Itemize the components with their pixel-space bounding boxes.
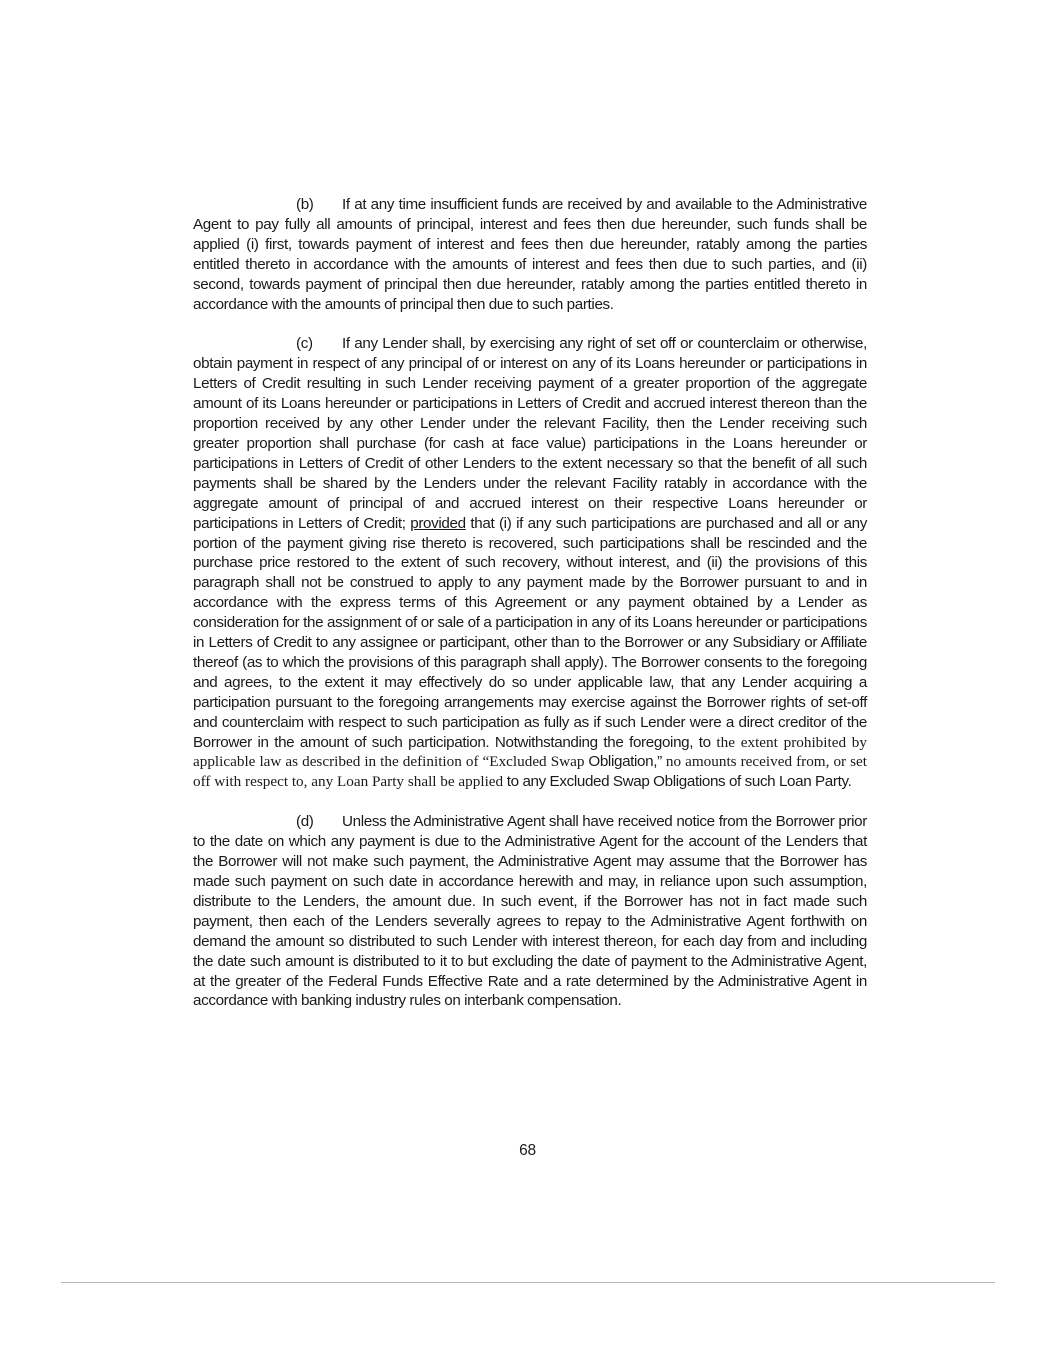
paragraph-text: that (i) if any such participations are purchased and all or any portion of the payment giving rise thereto is recovered, such participations shall be rescinded and the purchase price restored to the extent of such recovery, without interest, and (ii) the provisions of this paragraph shall not be construed to apply to any payment made by the Borrower pursuant to and in accordance with the express terms of this Agreement or any payment obtained by a Lender as consideration for the assignment of or sale of a participation in any of its Loans hereunder or participations in Letters of Credit to any assignee or participant, other than to the Borrower or any Subsidiary or Affiliate thereof (as to which the provisions of this paragraph shall apply). The Borrower consents to the foregoing and agrees, to the extent it may effectively do so under applicable law, that any Lender acquiring a participation pursuant to the foregoing arrangements may exercise against the Borrower rights of set-off and counterclaim with respect to such participation as fully as if such Lender were a direct creditor of the Borrower in the amount of such participation. Notwithstanding the foregoing, to	[193, 514, 867, 751]
paragraph-text: If at any time insufficient funds are received by and available to the Administrative Agent to pay fully all amounts of principal, interest and fees then due hereunder, such funds shall be applied (i) first, towards payment of interest and fees then due hereunder, ratably among the parties entitled thereto in accordance with the amounts of interest and fees then due to such parties, and (ii) second, towards payment of principal then due hereunder, ratably among the parties entitled thereto in accordance with the amounts of principal then due to such parties.	[193, 196, 867, 313]
provided-term: provided	[410, 514, 466, 532]
paragraph-c	[193, 334, 867, 792]
paragraph-text: to any Excluded Swap Obligations of such Loan Party.	[503, 773, 852, 791]
page-divider	[61, 1282, 995, 1283]
paragraph-b	[193, 195, 867, 314]
paragraph-text: Unless the Administrative Agent shall have received notice from the Borrower prior to the date on which any payment is due to the Administrative Agent for the account of the Lenders that the Borrower will not make such payment, the Administrative Agent may assume that the Borrower has made such payment on such date in accordance herewith and may, in reliance upon such assumption, distribute to the Lenders, the amount due. In such event, if the Borrower has not in fact made such payment, then each of the Lenders severally agrees to repay to the Administrative Agent forthwith on demand the amount so distributed to such Lender with interest thereon, for each day from and including the date such amount is distributed to it to but excluding the date of payment to the Administrative Agent, at the greater of the Federal Funds Effective Rate and a rate determined by the Administrative Agent in accordance with banking industry rules on interbank compensation.	[193, 813, 867, 1010]
paragraph-marker: (b)	[296, 196, 314, 213]
paragraph-text-serif: the extent prohibited by applicable law as described in the definition of “Excluded Swap	[193, 733, 867, 771]
paragraph-text-serif: no amounts received from, or set off with respect to, any Loan Party shall be applied	[193, 753, 868, 791]
paragraph-text: Obligation,”	[584, 753, 662, 771]
paragraph-d	[193, 812, 867, 1011]
paragraph-text: If any Lender shall, by exercising any right of set off or counterclaim or otherwise, obtain payment in respect of any principal of or interest on any of its Loans hereunder or participations in Letters of Credit resulting in such Lender receiving payment of a greater proportion of the aggregate amount of its Loans hereunder or participations in Letters of Credit and accrued interest thereon than the proportion received by any other Lender under the relevant Facility, then the Lender receiving such greater proportion shall purchase (for cash at face value) participations in the Loans hereunder or participations in Letters of Credit of other Lenders to the extent necessary so that the benefit of all such payments shall be shared by the Lenders under the relevant Facility ratably in accordance with the aggregate amount of principal of and accrued interest on their respective Loans hereunder or participations in Letters of Credit;	[193, 335, 867, 532]
document-body	[193, 195, 867, 1031]
paragraph-marker: (d)	[296, 813, 314, 831]
page-number: 68	[519, 1142, 536, 1159]
paragraph-marker: (c)	[296, 335, 313, 353]
